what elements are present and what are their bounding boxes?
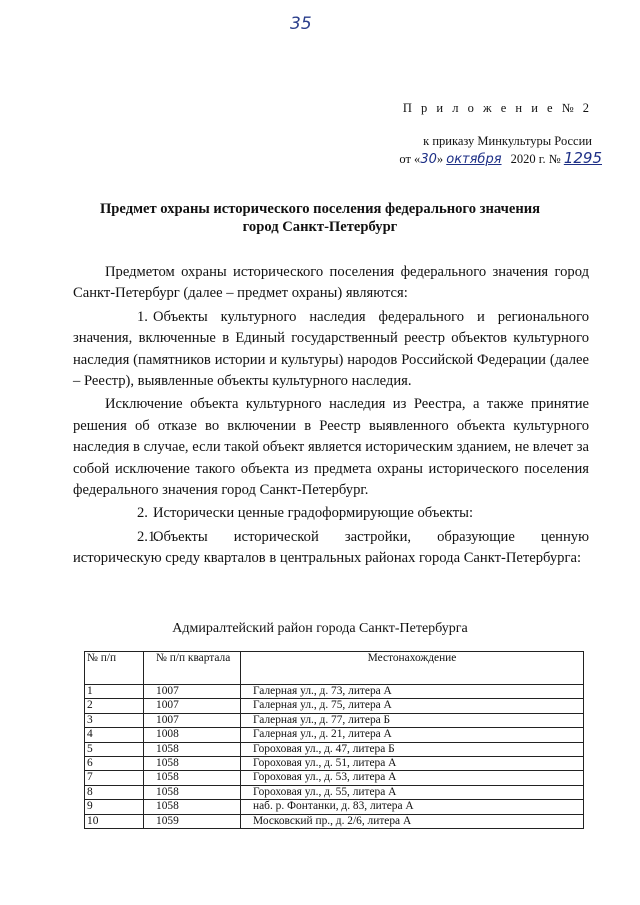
table-row <box>85 699 584 713</box>
row-index: 5 <box>85 742 144 756</box>
row-block-index: 1007 <box>144 685 241 699</box>
row-index: 7 <box>85 771 144 785</box>
exclusion-paragraph: Исключение объекта культурного наследия из Реестра, а также принятие решения об отказе во включении в Реестр выявленного объекта культурного наследия в случае, если такой объект является историческим зданием, не влечет за собой исключение такого объекта из предмета охраны исторического поселения федерального значения город Санкт-Петербург. <box>73 396 589 499</box>
item-1 <box>73 307 589 393</box>
row-location: Гороховая ул., д. 51, литера А <box>241 757 584 771</box>
handwritten-month: октября <box>446 152 502 167</box>
row-block-index: 1058 <box>144 785 241 799</box>
table-row <box>85 771 584 785</box>
row-block-index: 1008 <box>144 728 241 742</box>
title-line-1: Предмет охраны исторического поселения федерального значения <box>99 201 541 217</box>
row-location: Галерная ул., д. 75, литера А <box>241 699 584 713</box>
row-block-index: 1058 <box>144 742 241 756</box>
row-block-index: 1058 <box>144 757 241 771</box>
row-location: Гороховая ул., д. 53, литера А <box>241 771 584 785</box>
item-2-1-text: Объекты исторической застройки, образующие ценную историческую среду кварталов в центральных районах города Санкт-Петербурга: <box>73 528 589 567</box>
document-body <box>73 262 589 572</box>
table-row <box>85 757 584 771</box>
header-block-index: № п/п квартала <box>144 652 241 685</box>
table-header-row <box>85 652 584 685</box>
row-block-index: 1007 <box>144 699 241 713</box>
row-index: 4 <box>85 728 144 742</box>
table-row <box>85 713 584 727</box>
order-reference: к приказу Минкультуры России <box>423 134 592 148</box>
appendix-label: П р и л о ж е н и е № 2 <box>402 101 592 115</box>
row-block-index: 1059 <box>144 814 241 828</box>
item-2-number: 2. <box>137 505 148 522</box>
table-row <box>85 785 584 799</box>
document-title <box>0 200 640 236</box>
table-title: Адмиралтейский район города Санкт-Петербурга <box>172 621 468 636</box>
row-index: 9 <box>85 800 144 814</box>
row-location: Галерная ул., д. 73, литера А <box>241 685 584 699</box>
item-1-text: Объекты культурного наследия федерального и регионального значения, включенные в Единый государственный реестр объектов культурного наследия (памятников истории и культуры) народов Российской Федерации (далее – Реестр), выявленные объекты культурного наследия. <box>73 308 589 390</box>
row-index: 8 <box>85 785 144 799</box>
table-row <box>85 728 584 742</box>
item-2-1-number: 2.1. <box>137 528 159 545</box>
row-location: Галерная ул., д. 21, литера А <box>241 728 584 742</box>
header-location: Местонахождение <box>241 652 584 685</box>
order-year: 2020 г. № <box>510 152 561 166</box>
row-location: Гороховая ул., д. 55, литера А <box>241 785 584 799</box>
item-2 <box>73 503 589 524</box>
title-line-2: город Санкт-Петербург <box>242 219 398 235</box>
row-location: Галерная ул., д. 77, литера Б <box>241 713 584 727</box>
row-location: Гороховая ул., д. 47, литера Б <box>241 742 584 756</box>
row-index: 3 <box>85 713 144 727</box>
table-row <box>85 814 584 828</box>
row-index: 6 <box>85 757 144 771</box>
row-block-index: 1058 <box>144 800 241 814</box>
table-body <box>85 685 584 829</box>
table-row <box>85 742 584 756</box>
page-number: 35 <box>290 14 312 34</box>
item-2-1 <box>73 527 589 570</box>
handwritten-day: 30 <box>420 152 437 167</box>
row-block-index: 1007 <box>144 713 241 727</box>
order-prefix: от « <box>399 152 421 166</box>
table-row <box>85 800 584 814</box>
row-location: Московский пр., д. 2/6, литера А <box>241 814 584 828</box>
row-index: 1 <box>85 685 144 699</box>
row-index: 10 <box>85 814 144 828</box>
row-block-index: 1058 <box>144 771 241 785</box>
item-1-number: 1. <box>137 308 148 325</box>
order-date-number <box>399 149 602 167</box>
table-row <box>85 685 584 699</box>
header-index: № п/п <box>85 652 144 685</box>
row-index: 2 <box>85 699 144 713</box>
row-location: наб. р. Фонтанки, д. 83, литера А <box>241 800 584 814</box>
intro-paragraph: Предметом охраны исторического поселения федерального значения город Санкт-Петербург (далее – предмет охраны) являются: <box>73 264 589 302</box>
handwritten-order-number: 1295 <box>563 149 602 167</box>
item-2-text: Исторически ценные градоформирующие объекты: <box>153 505 474 522</box>
order-close-quote: » <box>436 152 444 166</box>
objects-table <box>84 651 584 829</box>
